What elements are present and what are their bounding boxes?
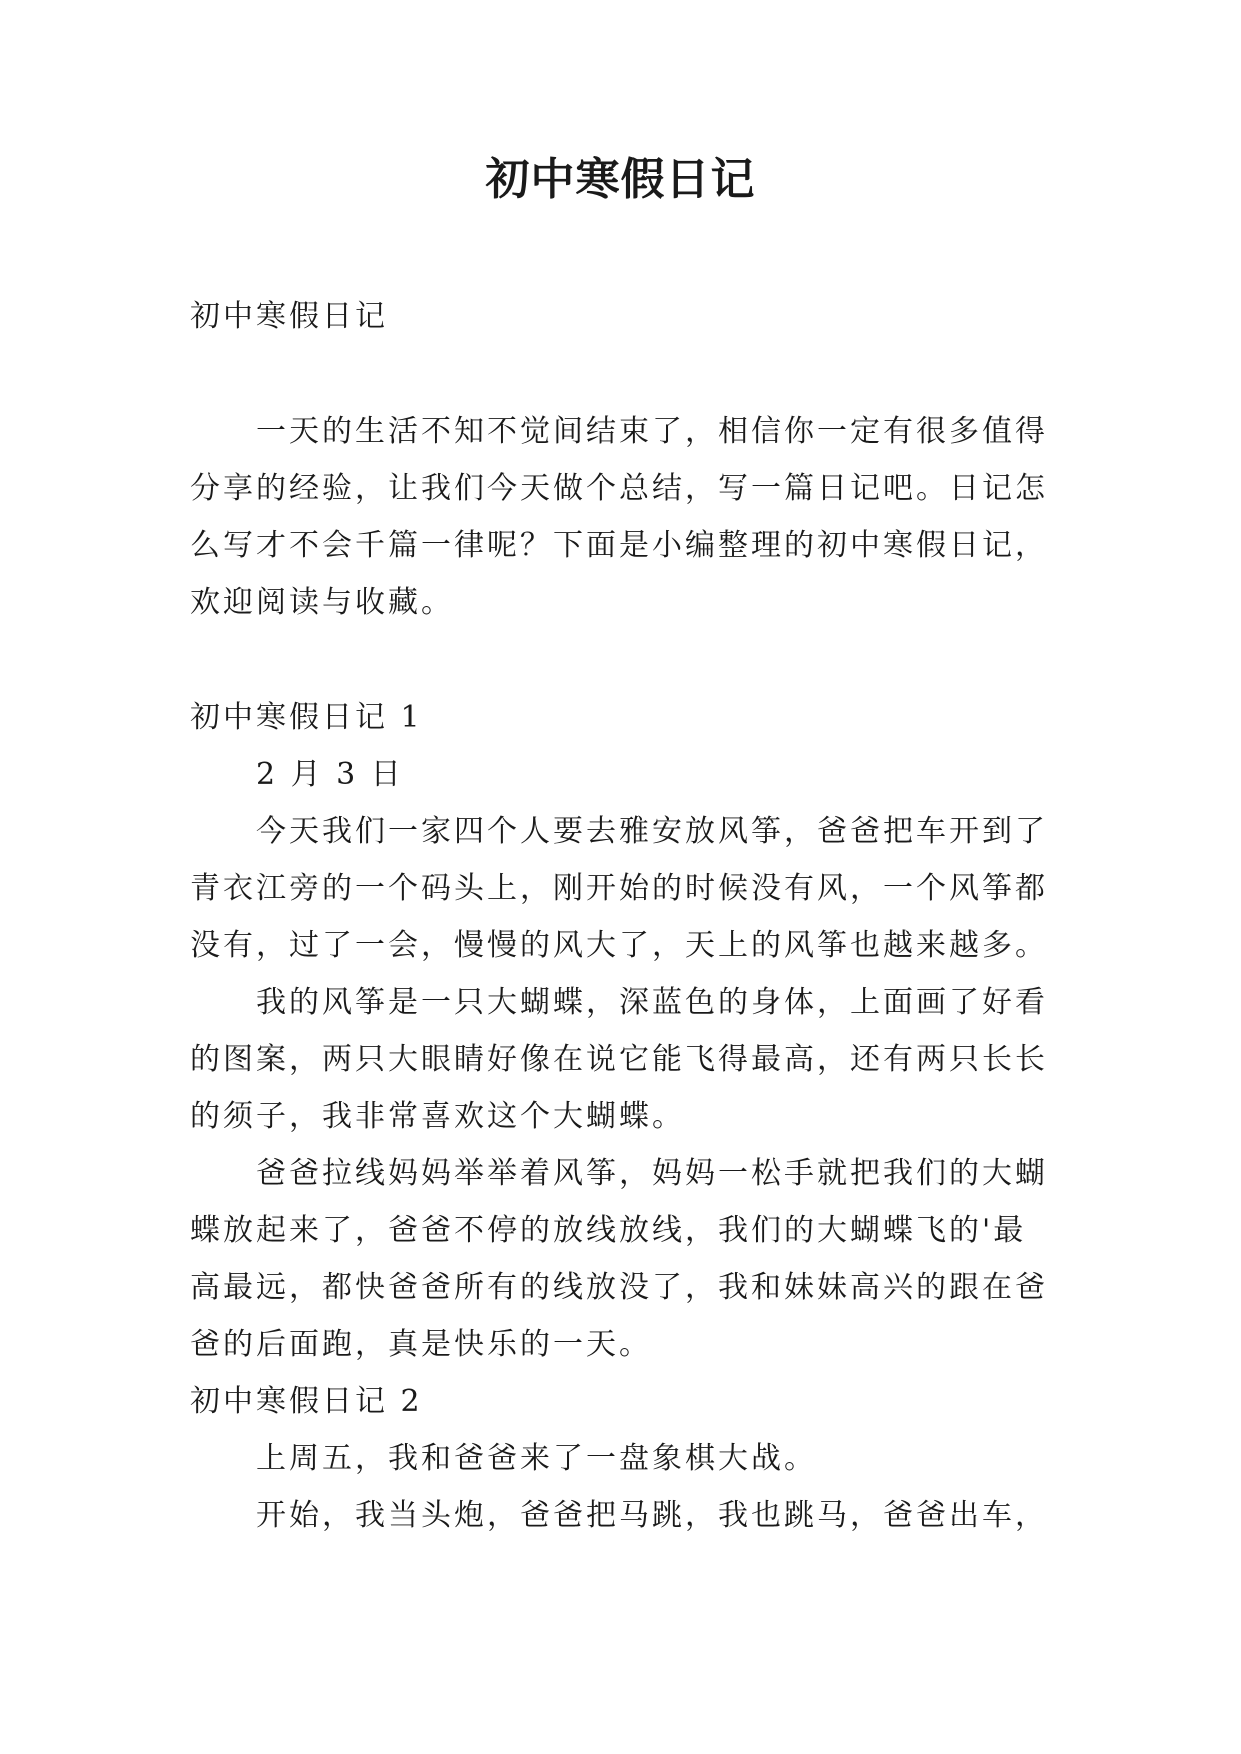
paragraph-line: 的须子，我非常喜欢这个大蝴蝶。: [190, 1099, 685, 1134]
paragraph-line: 我的风筝是一只大蝴蝶，深蓝色的身体，上面画了好看: [256, 985, 1048, 1020]
paragraph-line: 欢迎阅读与收藏。: [190, 585, 454, 620]
paragraph-line: 青衣江旁的一个码头上，刚开始的时候没有风，一个风筝都: [190, 871, 1048, 906]
paragraph-line: 爸的后面跑，真是快乐的一天。: [190, 1327, 652, 1362]
diary-entry-1: [190, 689, 1065, 1373]
paragraph-line: 上周五，我和爸爸来了一盘象棋大战。: [256, 1441, 817, 1476]
spacer: [190, 345, 1065, 403]
entry-heading: 初中寒假日记 1: [190, 700, 423, 735]
entry-heading: 初中寒假日记 2: [190, 1384, 423, 1419]
paragraph-line: 没有，过了一会，慢慢的风大了，天上的风筝也越来越多。: [190, 928, 1048, 963]
document-body: [190, 288, 1065, 1544]
paragraph-line: 爸爸拉线妈妈举举着风筝，妈妈一松手就把我们的大蝴: [256, 1156, 1048, 1191]
paragraph-line: 高最远，都快爸爸所有的线放没了，我和妹妹高兴的跟在爸: [190, 1270, 1048, 1305]
spacer: [190, 631, 1065, 689]
paragraph-line: 一天的生活不知不觉间结束了，相信你一定有很多值得: [256, 414, 1048, 449]
paragraph-line: 么写才不会千篇一律呢？下面是小编整理的初中寒假日记，: [190, 528, 1048, 563]
paragraph-line: 今天我们一家四个人要去雅安放风筝，爸爸把车开到了: [256, 814, 1048, 849]
diary-entry-2: [190, 1373, 1065, 1544]
paragraph-line: 分享的经验，让我们今天做个总结，写一篇日记吧。日记怎: [190, 471, 1048, 506]
paragraph-line: 蝶放起来了，爸爸不停的放线放线，我们的大蝴蝶飞的'最: [190, 1213, 1027, 1248]
paragraph-line: 的图案，两只大眼睛好像在说它能飞得最高，还有两只长长: [190, 1042, 1048, 1077]
document-title: 初中寒假日记: [485, 154, 756, 205]
entry-date: 2 月 3 日: [256, 757, 404, 792]
subtitle: 初中寒假日记: [190, 299, 388, 334]
intro-paragraph: [190, 403, 1065, 631]
paragraph-line: 开始，我当头炮，爸爸把马跳，我也跳马，爸爸出车，: [256, 1498, 1048, 1533]
